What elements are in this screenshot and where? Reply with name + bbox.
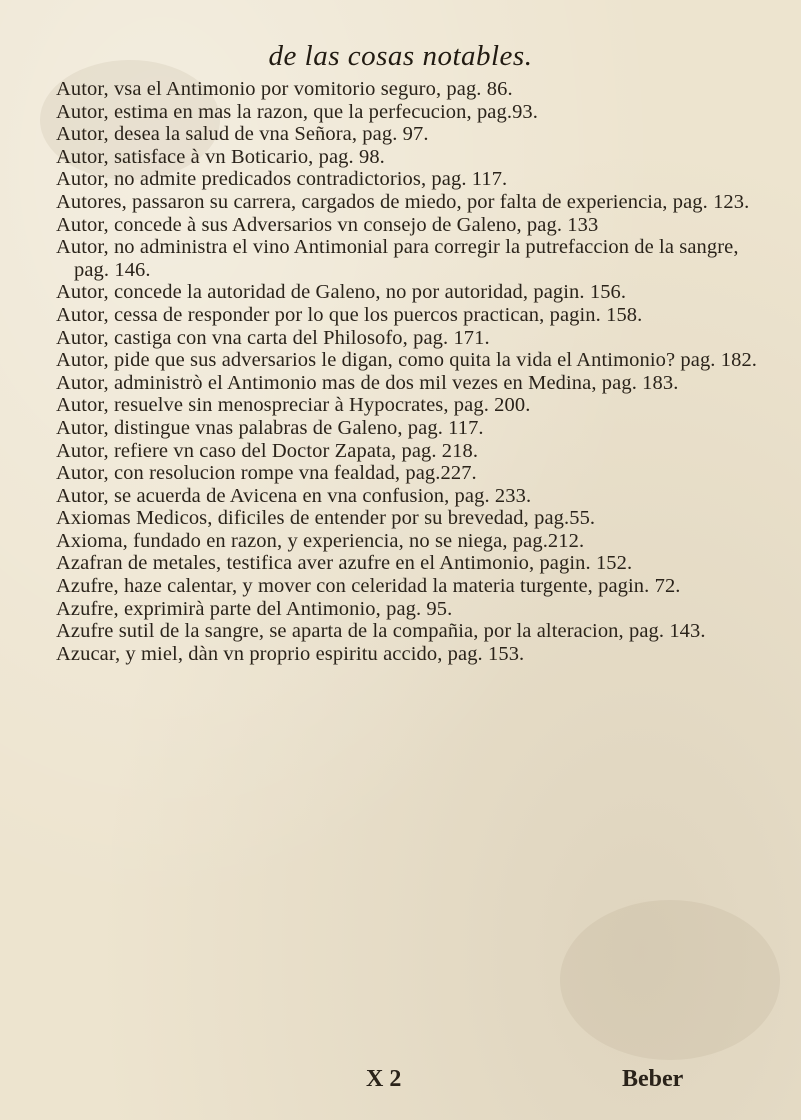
index-entry: Azucar, y miel, dàn vn proprio espiritu accido, pag. 153. (56, 642, 525, 665)
index-entry: Autores, passaron su carrera, cargados de miedo, por falta de experiencia, pag. 123. (56, 190, 750, 213)
catchword: Beber (622, 1066, 684, 1092)
index-entry: Autor, resuelve sin menospreciar à Hypocrates, pag. 200. (56, 394, 531, 417)
index-entry: Azufre sutil de la sangre, se aparta de la compañia, por la alteracion, pag. 143. (56, 620, 706, 643)
index-entry: Autor, desea la salud de vna Señora, pag. 97. (56, 123, 429, 146)
index-entry: Autor, pide que sus adversarios le digan, como quita la vida el Antimonio? pag. 182. (56, 349, 758, 372)
index-entry: Autor, concede à sus Adversarios vn consejo de Galeno, pag. 133 (56, 213, 599, 236)
index-entry: Autor, no administra el vino Antimonial para corregir la putrefaccion de la sangre, pag. 146. (56, 236, 739, 281)
running-header: de las cosas notables. (268, 40, 533, 72)
index-entry: Autor, castiga con vna carta del Philosofo, pag. 171. (56, 326, 490, 349)
index-entry: Autor, vsa el Antimonio por vomitorio seguro, pag. 86. (56, 78, 513, 100)
paper-stain (560, 900, 780, 1060)
index-entry: Autor, administrò el Antimonio mas de dos mil vezes en Medina, pag. 183. (56, 371, 679, 394)
signature-mark: X 2 (366, 1066, 402, 1092)
index-entry: Azufre, haze calentar, y mover con celeridad la materia turgente, pagin. 72. (56, 575, 681, 598)
index-entry: Autor, distingue vnas palabras de Galeno, pag. 117. (56, 416, 484, 439)
index-entry: Azafran de metales, testifica aver azufre en el Antimonio, pagin. 152. (56, 552, 633, 575)
index-entry: Autor, cessa de responder por lo que los puercos practican, pagin. 158. (56, 303, 643, 326)
index-entry: Axiomas Medicos, dificiles de entender por su brevedad, pag.55. (56, 507, 596, 530)
index-entry: Axioma, fundado en razon, y experiencia, no se niega, pag.212. (56, 529, 585, 552)
index-entry: Autor, se acuerda de Avicena en vna confusion, pag. 233. (56, 484, 532, 507)
index-entry: Autor, no admite predicados contradictorios, pag. 117. (56, 168, 508, 191)
index-entry: Autor, con resolucion rompe vna fealdad, pag.227. (56, 462, 477, 485)
index-entry: Autor, satisface à vn Boticario, pag. 98. (56, 145, 385, 168)
index-entries (56, 78, 776, 665)
index-entry: Autor, estima en mas la razon, que la perfecucion, pag.93. (56, 100, 538, 123)
index-entry: Azufre, exprimirà parte del Antimonio, pag. 95. (56, 597, 453, 620)
page-footer (0, 1066, 801, 1106)
index-entry: Autor, refiere vn caso del Doctor Zapata, pag. 218. (56, 439, 479, 462)
index-entry: Autor, concede la autoridad de Galeno, no por autoridad, pagin. 156. (56, 281, 627, 304)
